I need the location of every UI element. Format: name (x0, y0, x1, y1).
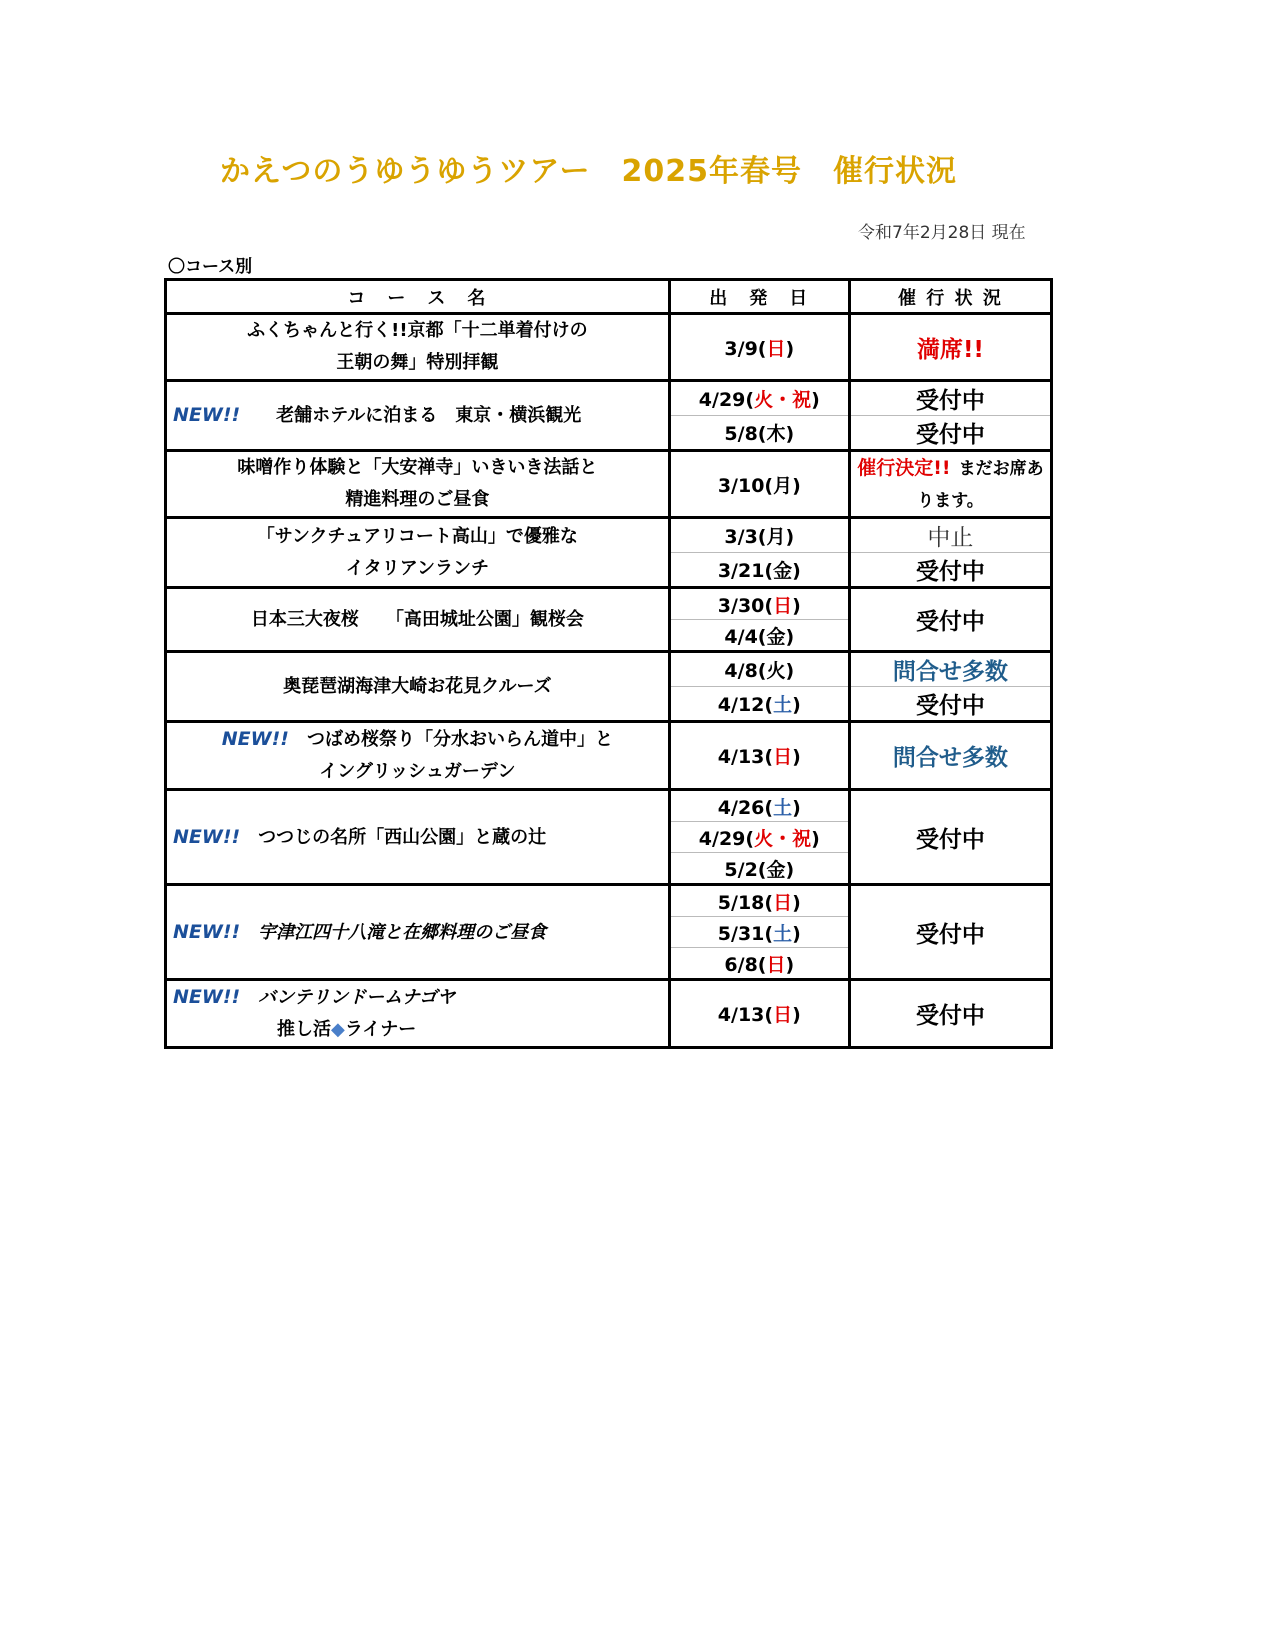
table-row (166, 451, 1052, 518)
departure-date: 3/3(月) (669, 518, 849, 553)
status-badge: 催行決定!! まだお席あります。 (849, 451, 1051, 518)
course-name: NEW!! 老舗ホテルに泊まる 東京・横浜観光 (166, 381, 670, 451)
course-name: NEW!! つつじの名所「西山公園」と蔵の辻 (166, 790, 670, 885)
table-row (166, 381, 1052, 416)
section-heading: 〇コース別 (168, 257, 253, 277)
new-badge: NEW!! (221, 728, 289, 750)
course-name: NEW!! つばめ桜祭り「分水おいらん道中」と イングリッシュガーデン (166, 722, 670, 790)
departure-date: 4/12(土) (669, 687, 849, 722)
table-header-row (166, 280, 1052, 314)
departure-date: 6/8(日) (669, 948, 849, 980)
departure-date: 4/4(金) (669, 620, 849, 652)
course-name: 味噌作り体験と「大安禅寺」いきいき法話と 精進料理のご昼食 (166, 451, 670, 518)
status-badge: 中止 (849, 518, 1051, 553)
table-row (166, 885, 1052, 917)
new-badge: NEW!! (173, 825, 241, 848)
header-date: 出 発 日 (669, 280, 849, 314)
status-badge: 受付中 (849, 553, 1051, 588)
new-badge: NEW!! (173, 404, 241, 426)
header-status: 催 行 状 況 (849, 280, 1051, 314)
departure-date: 4/26(土) (669, 790, 849, 822)
gem-icon: ◆ (331, 1019, 345, 1040)
table-row (166, 722, 1052, 790)
tour-status-table (164, 278, 1053, 1049)
course-name: 「サンクチュアリコート高山」で優雅な イタリアンランチ (166, 518, 670, 588)
departure-date: 3/10(月) (669, 451, 849, 518)
table-row (166, 652, 1052, 687)
status-badge: 受付中 (849, 588, 1051, 652)
course-name: NEW!! 宇津江四十八滝と在郷料理のご昼食 (166, 885, 670, 980)
table-row (166, 790, 1052, 822)
departure-date: 4/29(火・祝) (669, 381, 849, 416)
new-badge: NEW!! (173, 920, 241, 943)
page-title: かえつのうゆうゆうツアー 2025年春号 催行状況 (220, 154, 957, 189)
table-row (166, 980, 1052, 1048)
status-badge: 受付中 (849, 416, 1051, 451)
status-badge: 満席!! (849, 314, 1051, 381)
departure-date: 5/2(金) (669, 853, 849, 885)
departure-date: 3/21(金) (669, 553, 849, 588)
course-name: NEW!! バンテリンドームナゴヤ 推し活◆ライナー (166, 980, 670, 1048)
new-badge: NEW!! (173, 986, 241, 1008)
course-name: ふくちゃんと行く!!京都「十二単着付けの 王朝の舞」特別拝観 (166, 314, 670, 381)
departure-date: 4/13(日) (669, 722, 849, 790)
as-of-date: 令和7年2月28日 現在 (858, 223, 1026, 243)
departure-date: 5/8(木) (669, 416, 849, 451)
status-badge: 受付中 (849, 381, 1051, 416)
table-row (166, 314, 1052, 381)
status-badge: 受付中 (849, 687, 1051, 722)
table-row (166, 518, 1052, 553)
course-name: 日本三大夜桜 「高田城址公園」観桜会 (166, 588, 670, 652)
departure-date: 3/30(日) (669, 588, 849, 620)
status-badge: 問合せ多数 (849, 652, 1051, 687)
departure-date: 5/18(日) (669, 885, 849, 917)
course-name: 奥琵琶湖海津大崎お花見クルーズ (166, 652, 670, 722)
status-badge: 受付中 (849, 885, 1051, 980)
departure-date: 5/31(土) (669, 917, 849, 948)
table-row (166, 588, 1052, 620)
departure-date: 4/29(火・祝) (669, 822, 849, 853)
departure-date: 4/8(火) (669, 652, 849, 687)
status-badge: 問合せ多数 (849, 722, 1051, 790)
status-badge: 受付中 (849, 790, 1051, 885)
departure-date: 4/13(日) (669, 980, 849, 1048)
status-badge: 受付中 (849, 980, 1051, 1048)
header-course: コ ー ス 名 (166, 280, 670, 314)
departure-date: 3/9(日) (669, 314, 849, 381)
